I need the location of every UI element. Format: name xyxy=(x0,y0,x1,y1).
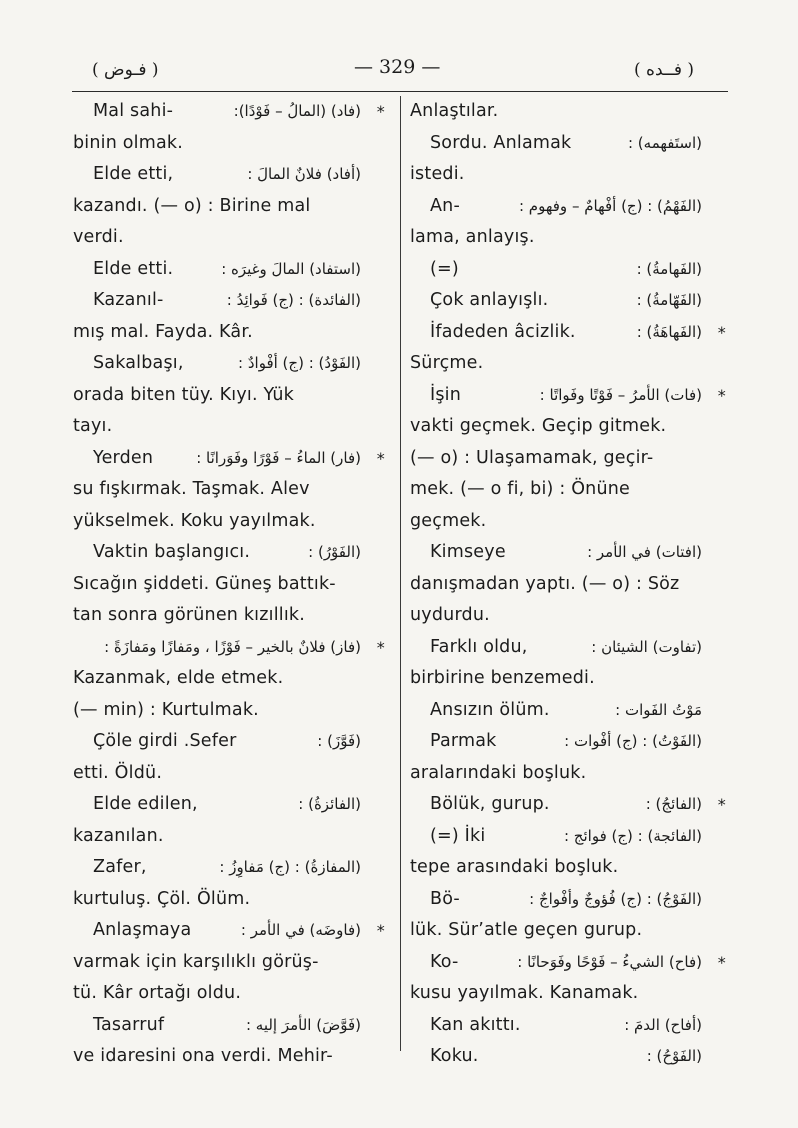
arabic-headword: (الفَهْمُ) : (ج) أفْهامٌ – وفهوم : xyxy=(518,196,702,215)
turkish-text: Anlaşmaya xyxy=(93,920,192,940)
entry-line xyxy=(410,285,722,317)
entry-line xyxy=(73,569,381,601)
page-header xyxy=(0,56,798,88)
entry-line xyxy=(410,411,722,443)
entry-star-marker: * xyxy=(717,795,726,814)
entry-line xyxy=(73,348,381,380)
entry-line xyxy=(73,191,381,223)
turkish-text: mış mal. Fayda. Kâr. xyxy=(73,321,253,342)
arabic-headword: (فار) الماءُ – فَوْرًا وفَوَرانًا : xyxy=(196,448,361,467)
turkish-text: Kazanıl- xyxy=(93,290,164,310)
entry-line xyxy=(410,884,722,916)
entry-star-marker: * xyxy=(717,952,726,972)
turkish-text: lük. Sür’atle geçen gurup. xyxy=(410,920,643,940)
turkish-text: Zafer, xyxy=(93,857,147,877)
turkish-text: istedi. xyxy=(410,164,465,184)
entry-line xyxy=(410,317,726,349)
turkish-text: Sıcağın şiddeti. Güneş battık- xyxy=(73,573,336,594)
entry-line xyxy=(410,96,722,128)
turkish-text: Sürçme. xyxy=(410,353,484,373)
entry-line xyxy=(73,789,381,821)
entry-line xyxy=(410,821,722,853)
entry-line xyxy=(410,978,722,1010)
entry-line xyxy=(410,600,722,632)
turkish-text: kazandı. (— o) : Birine mal xyxy=(73,195,311,216)
turkish-text: Bölük, gurup. xyxy=(430,794,550,814)
turkish-text: Tasarruf xyxy=(93,1014,165,1035)
page-number: — 329 — xyxy=(354,56,441,78)
turkish-text: Elde edilen, xyxy=(93,794,198,814)
entry-line xyxy=(73,128,381,160)
turkish-text: verdi. xyxy=(73,227,124,247)
turkish-text: (— min) : Kurtulmak. xyxy=(73,699,259,720)
turkish-text: vakti geçmek. Geçip gitmek. xyxy=(410,416,667,436)
entry-line xyxy=(73,285,381,317)
turkish-text: tepe arasındaki boşluk. xyxy=(410,857,619,877)
arabic-headword: (استَفهمه) : xyxy=(627,133,702,152)
entry-star-marker: * xyxy=(376,448,385,468)
turkish-text: varmak için karşılıklı görüş- xyxy=(73,951,319,972)
entry-line xyxy=(410,191,722,223)
turkish-text: tan sonra görünen kızıllık. xyxy=(73,605,305,625)
arabic-headword: (الفائجُ) : xyxy=(645,795,702,813)
turkish-text: İfadeden âcizlik. xyxy=(430,321,576,342)
entry-line xyxy=(73,380,381,412)
entry-line xyxy=(73,632,385,664)
turkish-text: yükselmek. Koku yayılmak. xyxy=(73,510,316,531)
entry-line xyxy=(73,884,381,916)
turkish-text: Vaktin başlangıcı. xyxy=(93,542,251,562)
entry-line xyxy=(73,1010,381,1042)
turkish-text: Bö- xyxy=(430,888,460,909)
turkish-text: geçmek. xyxy=(410,510,487,531)
right-column xyxy=(410,96,726,1073)
left-column xyxy=(73,96,385,1073)
entry-line xyxy=(73,96,385,128)
entry-line xyxy=(73,222,381,254)
turkish-text: ve idaresini ona verdi. Mehir- xyxy=(73,1046,333,1066)
entry-line xyxy=(410,348,722,380)
entry-line xyxy=(410,695,722,727)
turkish-text: tü. Kâr ortağı oldu. xyxy=(73,983,242,1003)
arabic-headword: (الفَوْدُ) : (ج) أفْوادٌ : xyxy=(238,354,361,372)
entry-line xyxy=(73,663,381,695)
entry-line xyxy=(410,632,722,664)
header-left-keyword: ( فـوض ) xyxy=(92,60,159,80)
entry-line xyxy=(73,947,381,979)
turkish-text: tayı. xyxy=(73,416,113,436)
turkish-text: Yerden xyxy=(93,447,154,468)
entry-line xyxy=(73,159,381,191)
entry-line xyxy=(410,758,722,790)
arabic-headword: (افتات) في الأمر : xyxy=(587,543,702,561)
turkish-text: uydurdu. xyxy=(410,605,490,625)
turkish-text: Çok anlayışlı. xyxy=(430,290,549,310)
entry-line xyxy=(410,380,726,412)
entry-line xyxy=(73,852,381,884)
entry-line xyxy=(73,600,381,632)
turkish-text: mek. (— o fi, bi) : Önüne xyxy=(410,479,631,499)
arabic-headword: (فاوضَه) في الأمر : xyxy=(240,921,361,939)
arabic-headword: (الفَهاهَةُ) : xyxy=(636,322,702,341)
entry-line xyxy=(410,506,722,538)
entry-line xyxy=(410,128,722,160)
entry-line xyxy=(73,474,381,506)
entry-line xyxy=(410,254,722,286)
arabic-headword: (فاز) فلانٌ بالخير – فَوْزًا ، ومَفازًا ومَفازَةً : xyxy=(104,637,361,656)
arabic-headword: (الفَوْرُ) : xyxy=(308,543,361,561)
arabic-headword: (فَوَّضَ) الأمرَ إليه : xyxy=(245,1015,361,1034)
arabic-headword: (الفَوْجُ) : (ج) فُؤوجٌ وأفْواجٌ : xyxy=(529,889,702,908)
entry-line xyxy=(410,443,722,475)
turkish-text: su fışkırmak. Taşmak. Alev xyxy=(73,479,310,499)
entry-star-marker: * xyxy=(717,322,726,342)
turkish-text: Ko- xyxy=(430,951,459,972)
turkish-text: binin olmak. xyxy=(73,132,184,153)
entry-line xyxy=(73,915,385,947)
turkish-text: Mal sahi- xyxy=(93,101,174,121)
turkish-text: İşin xyxy=(430,384,462,405)
turkish-text: Elde etti, xyxy=(93,164,174,184)
entry-line xyxy=(410,663,722,695)
turkish-text: An- xyxy=(430,195,460,216)
entry-line xyxy=(73,443,385,475)
entry-line xyxy=(73,726,381,758)
turkish-text: danışmadan yaptı. (— o) : Söz xyxy=(410,573,680,594)
entry-star-marker: * xyxy=(376,102,385,121)
turkish-text: kusu yayılmak. Kanamak. xyxy=(410,983,639,1003)
turkish-text: Kazanmak, elde etmek. xyxy=(73,668,284,688)
arabic-headword: (أفاد) فلانٌ المالَ : xyxy=(247,165,361,183)
turkish-text: Sakalbaşı, xyxy=(93,353,184,373)
entry-line xyxy=(410,159,722,191)
turkish-text: kazanılan. xyxy=(73,825,164,846)
arabic-headword: (الفَوْحُ) : xyxy=(646,1047,702,1065)
arabic-headword: مَوْتُ الفَوات : xyxy=(615,700,702,719)
header-rule xyxy=(72,91,728,92)
turkish-text: (=) İki xyxy=(430,825,486,846)
turkish-text: lama, anlayış. xyxy=(410,227,535,247)
entry-line xyxy=(73,317,381,349)
turkish-text: Elde etti. xyxy=(93,258,174,279)
turkish-text: Kan akıttı. xyxy=(430,1014,521,1035)
arabic-headword: (فاح) الشيءُ – فَوْحًا وفَوَحانًا : xyxy=(517,952,702,971)
header-right-keyword: ( فــده ) xyxy=(634,60,694,80)
entry-line xyxy=(410,569,722,601)
column-divider xyxy=(400,96,401,1051)
turkish-text: Sordu. Anlamak xyxy=(430,132,572,153)
entry-line xyxy=(410,537,722,569)
arabic-headword: (الفَهّامةُ) : xyxy=(636,291,702,309)
entry-line xyxy=(410,789,726,821)
turkish-text: Parmak xyxy=(430,731,497,751)
turkish-text: (=) xyxy=(430,258,459,279)
arabic-headword: (فات) الأمرُ – فَوْتًا وفَواتًا : xyxy=(539,385,702,404)
entry-line xyxy=(410,915,722,947)
arabic-headword: (أفاح) الدمَ : xyxy=(624,1015,702,1034)
turkish-text: Ansızın ölüm. xyxy=(430,699,550,720)
entry-line xyxy=(410,852,722,884)
entry-star-marker: * xyxy=(717,385,726,405)
entry-line xyxy=(410,474,722,506)
arabic-headword: (فَوَّزَ) : xyxy=(317,732,361,750)
arabic-headword: (الفائزةُ) : xyxy=(298,795,361,813)
arabic-headword: (الفَوْتُ) : (ج) أفْوات : xyxy=(564,732,702,750)
entry-star-marker: * xyxy=(376,921,385,940)
arabic-headword: (المفازةُ) : (ج) مَفاوِزُ : xyxy=(219,858,361,876)
turkish-text: Anlaştılar. xyxy=(410,101,499,121)
arabic-headword: (الفائجة) : (ج) فوائج : xyxy=(563,826,702,845)
entry-line xyxy=(410,1010,722,1042)
entry-line xyxy=(73,758,381,790)
entry-line xyxy=(73,695,381,727)
arabic-headword: (الفَهامةُ) : xyxy=(636,259,702,278)
arabic-headword: (فاد) (المالُ – فَوْدًا): xyxy=(233,102,361,120)
entry-line xyxy=(73,821,381,853)
entry-line xyxy=(73,254,381,286)
entry-line xyxy=(410,1041,722,1073)
turkish-text: Çöle girdi .Sefer xyxy=(93,731,237,751)
entry-line xyxy=(410,947,726,979)
entry-line xyxy=(73,978,381,1010)
turkish-text: Kimseye xyxy=(430,542,506,562)
arabic-headword: (تفاوت) الشيئان : xyxy=(591,637,702,656)
turkish-text: Koku. xyxy=(430,1046,479,1066)
turkish-text: Farklı oldu, xyxy=(430,636,528,657)
arabic-headword: (استفاد) المالَ وغيرَه : xyxy=(221,259,361,278)
arabic-headword: (الفائدة) : (ج) فَوائِدُ : xyxy=(226,291,361,309)
turkish-text: orada biten tüy. Kıyı. Yük xyxy=(73,384,295,405)
turkish-text: (— o) : Ulaşamamak, geçir- xyxy=(410,447,654,468)
turkish-text: birbirine benzemedi. xyxy=(410,668,595,688)
entry-line xyxy=(410,222,722,254)
entry-star-marker: * xyxy=(376,637,385,657)
entry-line xyxy=(73,506,381,538)
entry-line xyxy=(410,726,722,758)
turkish-text: kurtuluş. Çöl. Ölüm. xyxy=(73,888,251,909)
entry-line xyxy=(73,1041,381,1073)
turkish-text: etti. Öldü. xyxy=(73,762,163,783)
turkish-text: aralarındaki boşluk. xyxy=(410,762,587,783)
entry-line xyxy=(73,411,381,443)
entry-line xyxy=(73,537,381,569)
